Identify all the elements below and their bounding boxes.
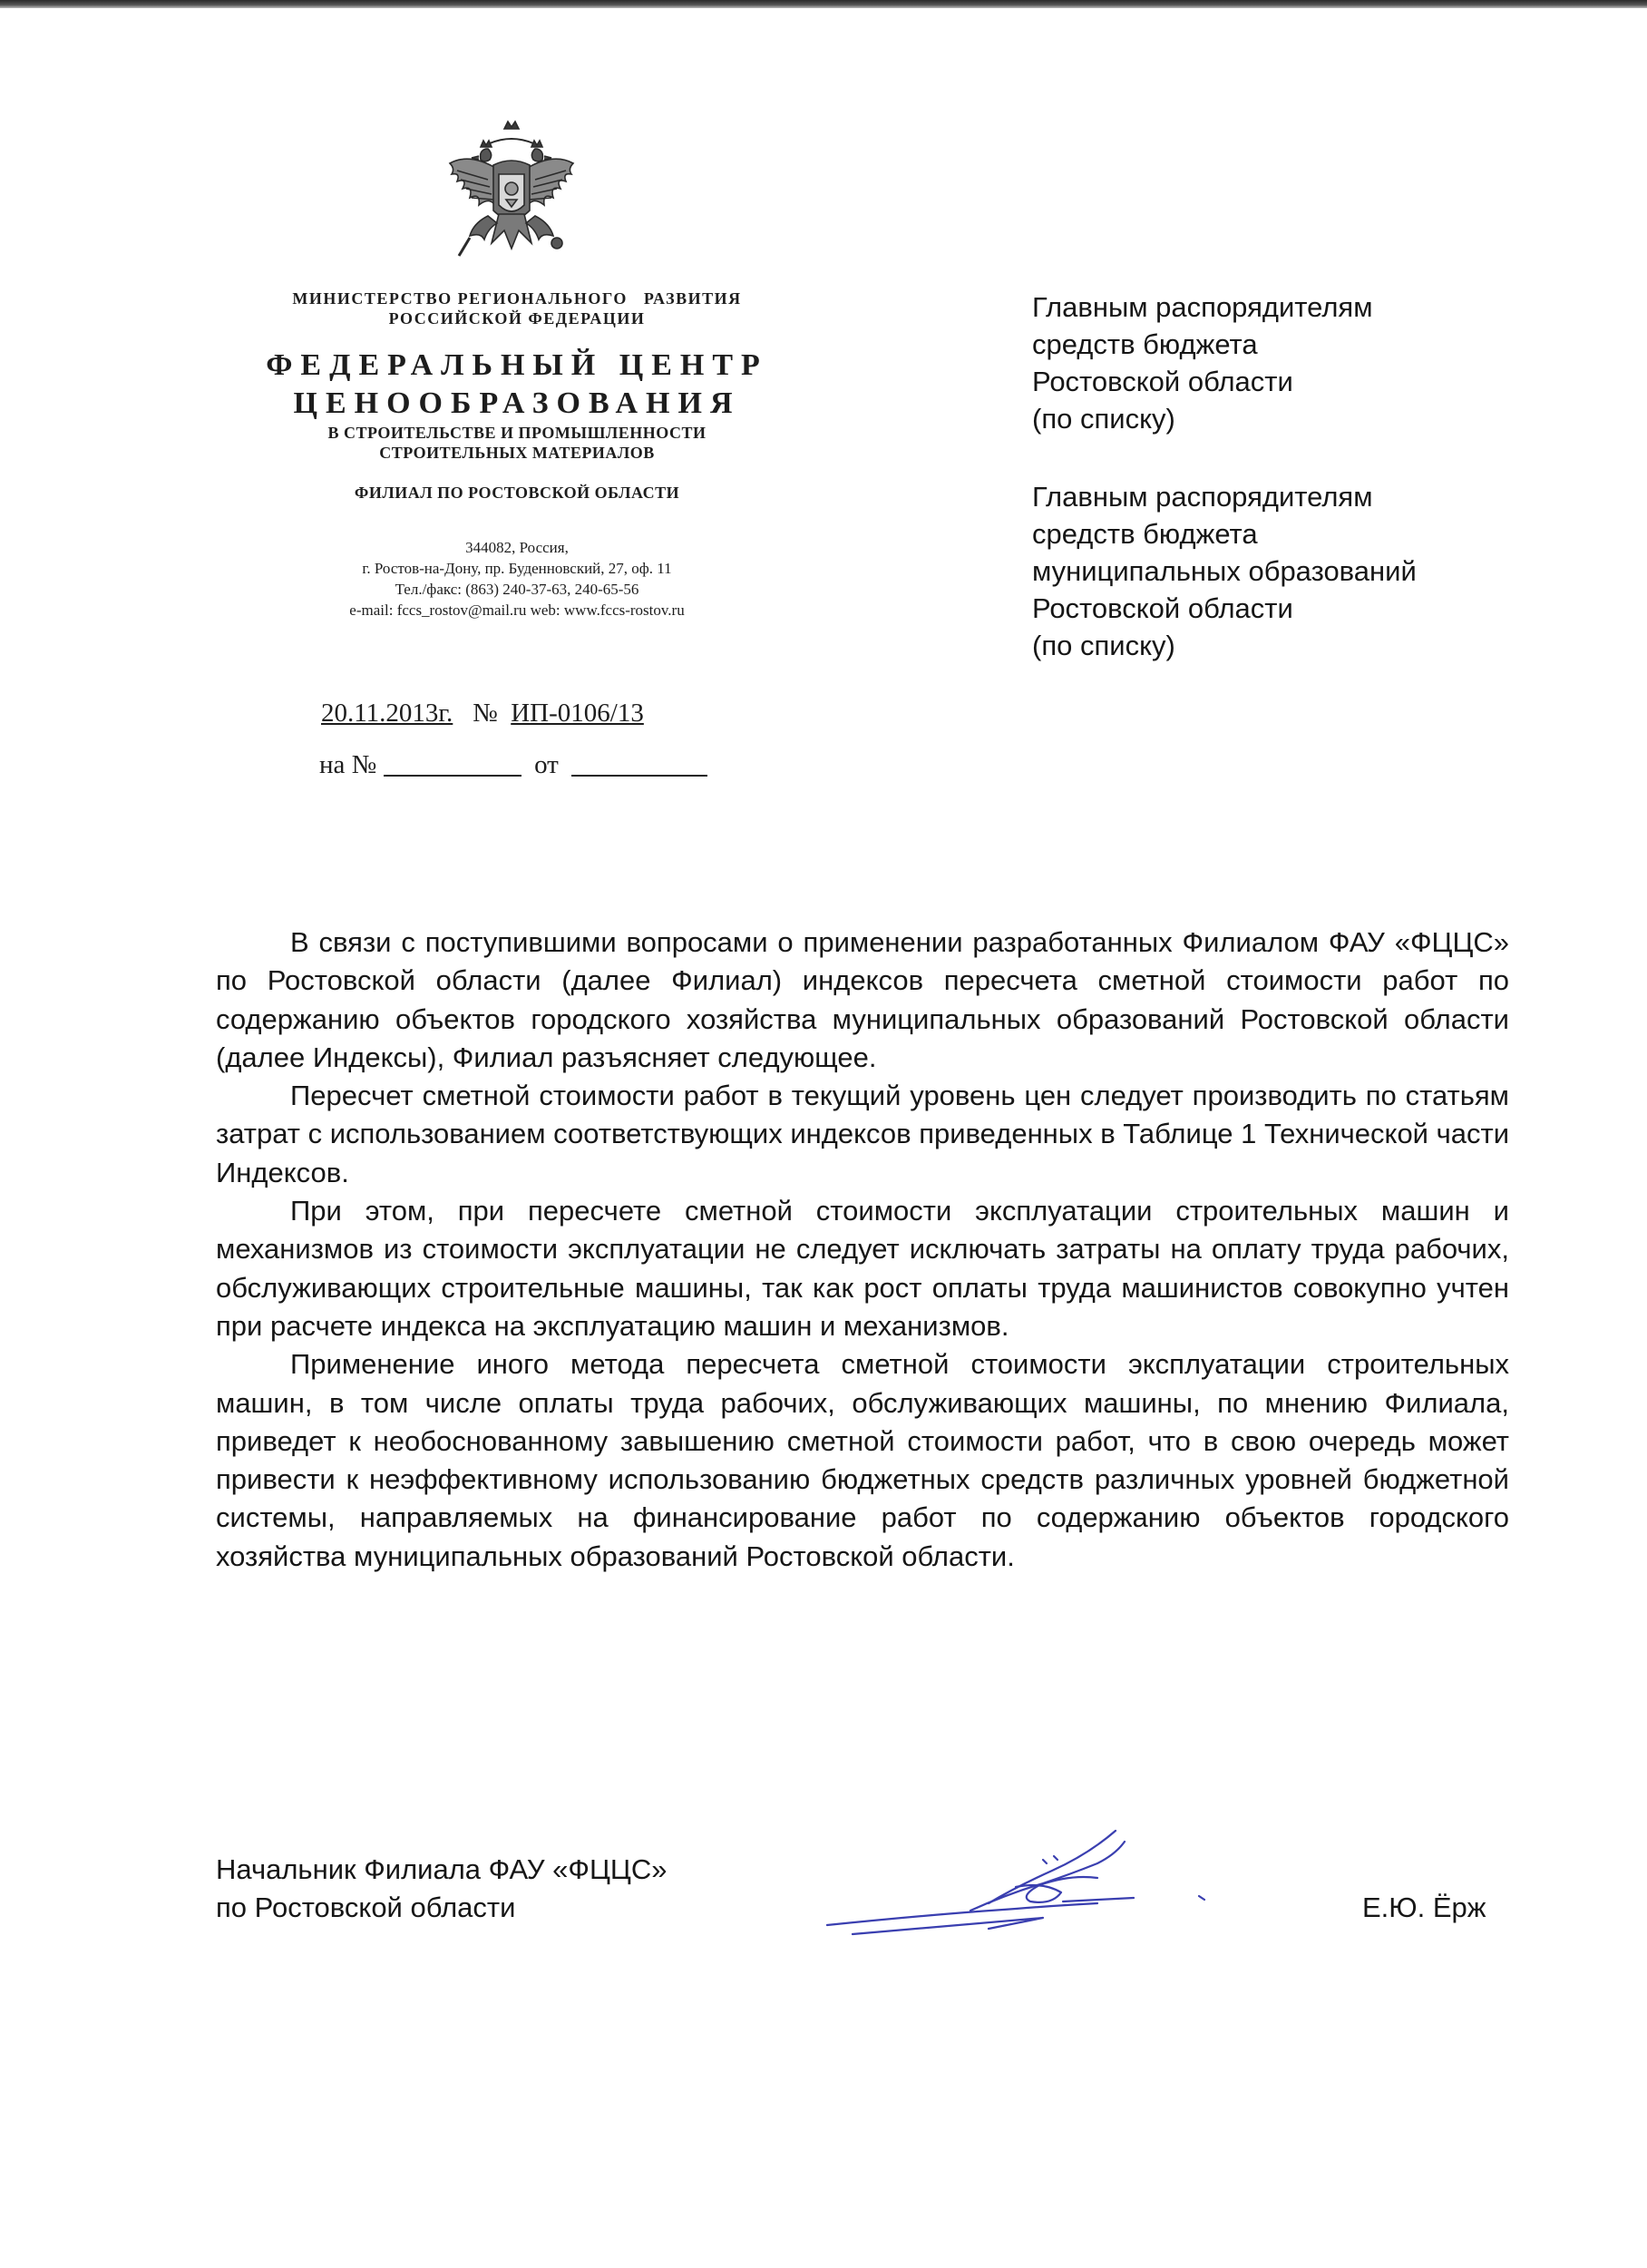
recipient-line: (по списку)	[1032, 630, 1175, 661]
reference-date-label: от	[534, 750, 559, 779]
recipients	[1032, 288, 1417, 705]
signer-position-line-2: по Ростовской области	[216, 1892, 516, 1923]
reference-line	[319, 749, 707, 780]
center-subtitle-line-1: В СТРОИТЕЛЬСТВЕ И ПРОМЫШЛЕННОСТИ	[327, 424, 707, 442]
recipient-line: средств бюджета	[1032, 328, 1258, 360]
ministry-line-1: МИНИСТЕРСТВО РЕГИОНАЛЬНОГО РАЗВИТИЯ	[292, 289, 742, 308]
center-title-line-2: ЦЕНООБРАЗОВАНИЯ	[293, 386, 741, 420]
registration-line	[321, 699, 644, 728]
document-date: 20.11.2013г.	[321, 699, 453, 728]
recipient-block-2	[1032, 478, 1417, 664]
address-line-2: г. Ростов-на-Дону, пр. Буденновский, 27, оф. 11	[362, 560, 672, 577]
reference-number-label: на №	[319, 750, 377, 779]
ministry-line-2: РОССИЙСКОЙ ФЕДЕРАЦИИ	[388, 309, 646, 327]
body-paragraph-4: Применение иного метода пересчета сметной стоимости эксплуатации строительных машин, в том числе оплаты труда рабочих, обслуживающих машины, по мнению Филиала, приведет к необоснованному завышению сметной стоимости работ, что в свою очередь может привести к неэффективному использованию бюджетных средств различных уровней бюджетной системы, направляемых на финансирование работ по содержанию объектов городского хозяйства муниципальных образований Ростовской области.	[216, 1348, 1509, 1572]
reference-date-blank	[571, 753, 707, 777]
letterhead	[236, 288, 798, 621]
letter-body	[216, 924, 1509, 1576]
recipient-line: Ростовской области	[1032, 366, 1293, 397]
recipient-line: муниципальных образований	[1032, 555, 1417, 587]
document-number: ИП-0106/13	[511, 699, 644, 728]
center-subtitle-line-2: СТРОИТЕЛЬНЫХ МАТЕРИАЛОВ	[379, 444, 655, 462]
signer-position-line-1: Начальник Филиала ФАУ «ФЦЦС»	[216, 1853, 668, 1885]
handwritten-signature	[825, 1823, 1215, 1941]
email-web-line: e-mail: fccs_rostov@mail.ru web: www.fccs-rostov.ru	[349, 601, 685, 619]
signer-position	[216, 1851, 667, 1927]
body-paragraph-3: При этом, при пересчете сметной стоимости эксплуатации строительных машин и механизмов из стоимости эксплуатации не следует исключать затраты на оплату труда рабочих, обслуживающих строительные машины, так как рост оплаты труда машинистов совокупно учтен при расчете индекса на эксплуатацию машин и механизмов.	[216, 1195, 1509, 1342]
body-paragraph-2: Пересчет сметной стоимости работ в текущий уровень цен следует производить по статьям затрат с использованием соответствующих индексов приведенных в Таблице 1 Технической части Индексов.	[216, 1080, 1510, 1188]
recipient-block-1	[1032, 288, 1417, 437]
phone-fax-line: Тел./факс: (863) 240-37-63, 240-65-56	[395, 581, 639, 598]
recipient-line: (по списку)	[1032, 403, 1175, 435]
recipient-line: Ростовской области	[1032, 592, 1293, 624]
address-line-1: 344082, Россия,	[465, 539, 569, 556]
center-title-line-1: ФЕДЕРАЛЬНЫЙ ЦЕНТР	[266, 348, 768, 382]
number-label: №	[473, 699, 498, 728]
double-headed-eagle-emblem-icon	[434, 116, 590, 272]
signer-name: Е.Ю. Ёрж	[1362, 1892, 1486, 1923]
recipient-line: Главным распорядителям	[1032, 291, 1373, 323]
body-paragraph-1: В связи с поступившими вопросами о применении разработанных Филиалом ФАУ «ФЦЦС» по Ростовской области (далее Филиал) индексов пересчета сметной стоимости работ по содержанию объектов городского хозяйства муниципальных образований Ростовской области (далее Индексы), Филиал разъясняет следующее.	[216, 926, 1509, 1073]
recipient-line: Главным распорядителям	[1032, 481, 1373, 513]
scan-edge-shadow	[0, 0, 1647, 8]
branch-name: ФИЛИАЛ ПО РОСТОВСКОЙ ОБЛАСТИ	[354, 484, 680, 502]
recipient-line: средств бюджета	[1032, 518, 1258, 550]
reference-number-blank	[384, 753, 521, 777]
